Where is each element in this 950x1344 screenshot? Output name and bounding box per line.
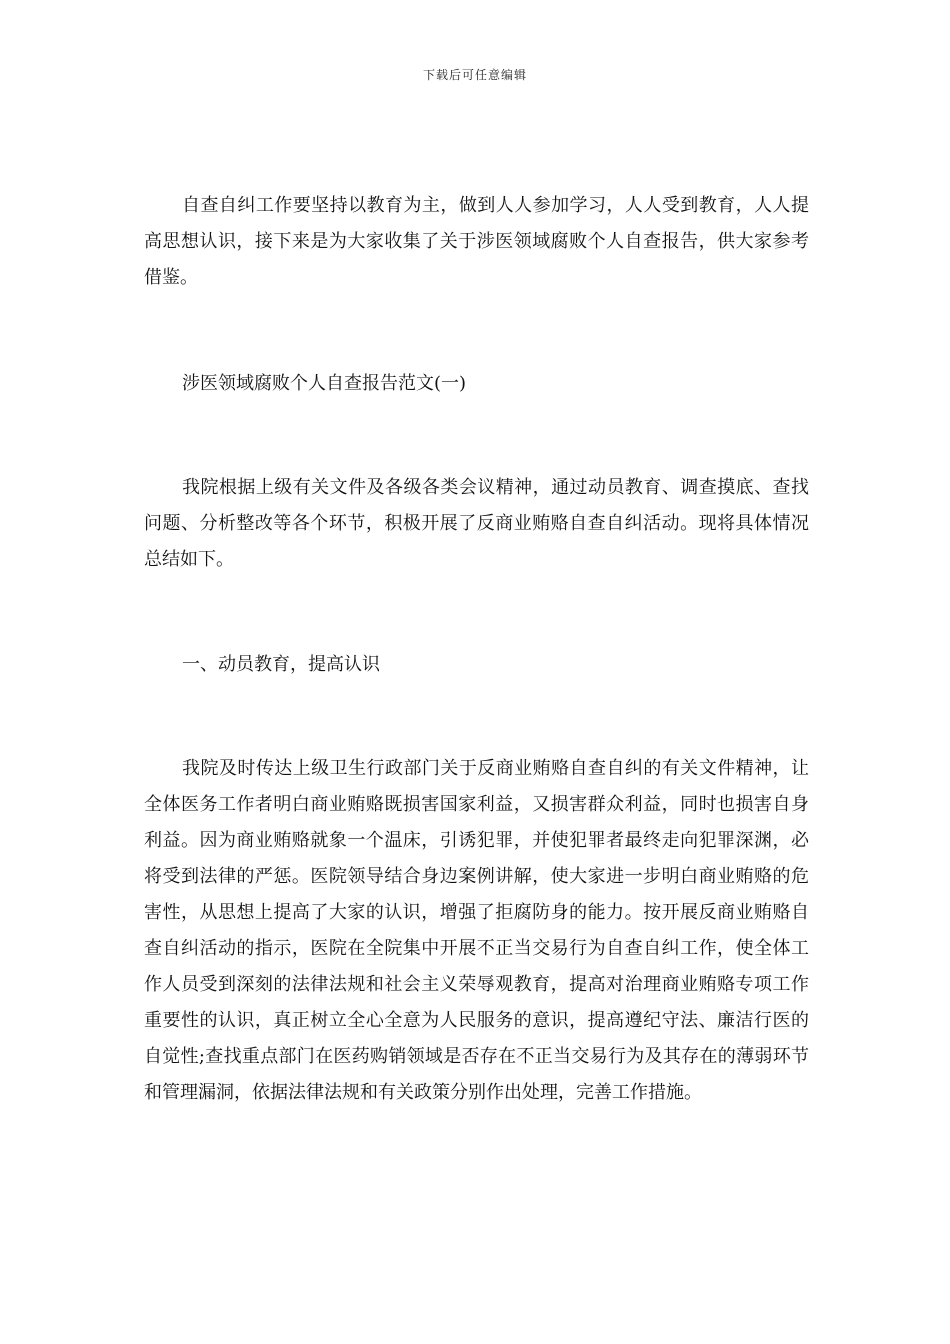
intro-paragraph: 自查自纠工作要坚持以教育为主，做到人人参加学习，人人受到教育，人人提高思想认识，接下来是为大家收集了关于涉医领域腐败个人自查报告，供大家参考借鉴。 [144,195,809,288]
section-heading: 一、动员教育，提高认识 [182,654,380,675]
summary-paragraph: 我院根据上级有关文件及各级各类会议精神，通过动员教育、调查摸底、查找问题、分析整改等各个环节，积极开展了反商业贿赂自查自纠活动。现将具体情况总结如下。 [144,477,809,570]
header-note: 下载后可任意编辑 [422,68,527,82]
section-body-paragraph: 我院及时传达上级卫生行政部门关于反商业贿赂自查自纠的有关文件精神，让全体医务工作者明白商业贿赂既损害国家利益，又损害群众利益，同时也损害自身利益。因为商业贿赂就象一个温床，引诱犯罪，并使犯罪者最终走向犯罪深渊，必将受到法律的严惩。医院领导结合身边案例讲解，使大家进一步明白商业贿赂的危害性，从思想上提高了大家的认识，增强了拒腐防身的能力。按开展反商业贿赂自查自纠活动的指示，医院在全院集中开展不正当交易行为自查自纠工作，使全体工作人员受到深刻的法律法规和社会主义荣辱观教育，提高对治理商业贿赂专项工作重要性的认识，真正树立全心全意为人民服务的意识，提高遵纪守法、廉洁行医的自觉性;查找重点部门在医药购销领域是否存在不正当交易行为及其存在的薄弱环节和管理漏洞，依据法律法规和有关政策分别作出处理，完善工作措施。 [144,758,809,1103]
report-title: 涉医领域腐败个人自查报告范文(一) [182,373,467,394]
